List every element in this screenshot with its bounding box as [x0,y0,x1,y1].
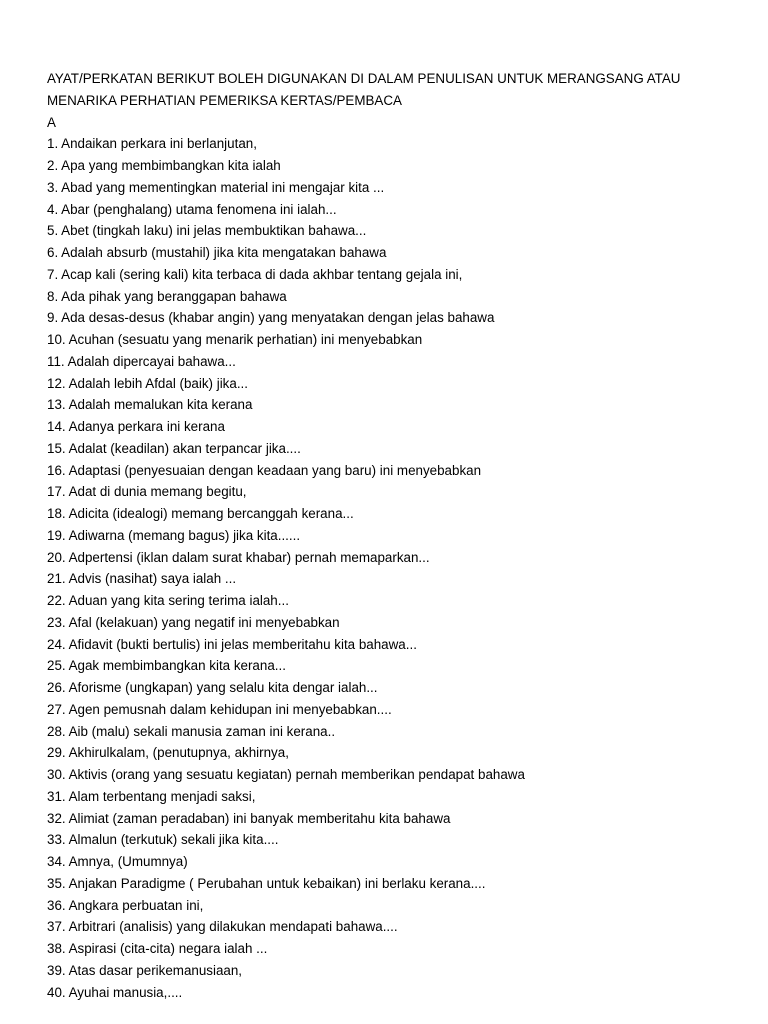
list-item: 4. Abar (penghalang) utama fenomena ini ialah... [47,201,337,217]
list-item: 31. Alam terbentang menjadi saksi, [47,788,256,804]
list-item: 12. Adalah lebih Afdal (baik) jika... [47,375,248,391]
list-item: 24. Afidavit (bukti bertulis) ini jelas memberitahu kita bahawa... [47,636,417,652]
list-item: 27. Agen pemusnah dalam kehidupan ini menyebabkan.... [47,701,392,717]
list-item: 16. Adaptasi (penyesuaian dengan keadaan yang baru) ini menyebabkan [47,462,482,478]
list-item: 11. Adalah dipercayai bahawa... [47,353,236,369]
list-item: 18. Adicita (idealogi) memang bercanggah kerana... [47,506,354,521]
list-item: 8. Ada pihak yang beranggapan bahawa [47,288,287,304]
list-item: 13. Adalah memalukan kita kerana [47,397,253,413]
document-heading-line-1: AYAT/PERKATAN BERIKUT BOLEH DIGUNAKAN DI DALAM PENULISAN UNTUK MERANGSANG ATAU [47,71,681,86]
list-item: 2. Apa yang membimbangkan kita ialah [47,158,281,173]
list-item: 6. Adalah absurb (mustahil) jika kita mengatakan bahawa [47,245,387,260]
list-item: 3. Abad yang mementingkan material ini mengajar kita ... [47,179,385,195]
list-item: 9. Ada desas-desus (khabar angin) yang menyatakan dengan jelas bahawa [47,310,495,326]
list-item: 14. Adanya perkara ini kerana [47,419,225,434]
list-item: 17. Adat di dunia memang begitu, [47,484,247,500]
list-item: 35. Anjakan Paradigme ( Perubahan untuk kebaikan) ini berlaku kerana.... [47,875,486,891]
list-item: 22. Aduan yang kita sering terima ialah... [47,593,289,608]
phrase-list [47,133,737,1003]
list-item: 28. Aib (malu) sekali manusia zaman ini kerana.. [47,723,336,739]
list-item: 21. Advis (nasihat) saya ialah ... [47,571,237,587]
list-item: 20. Adpertensi (iklan dalam surat khabar) pernah memaparkan... [47,549,430,565]
list-item: 7. Acap kali (sering kali) kita terbaca di dada akhbar tentang gejala ini, [47,266,463,282]
list-item: 32. Alimiat (zaman peradaban) ini banyak memberitahu kita bahawa [47,810,451,826]
document-body [47,68,737,1003]
list-item: 15. Adalat (keadilan) akan terpancar jika.... [47,440,301,456]
list-item: 37. Arbitrari (analisis) yang dilakukan mendapati bahawa.... [47,919,398,935]
list-item: 25. Agak membimbangkan kita kerana... [47,658,286,674]
list-item: 40. Ayuhai manusia,.... [47,984,183,1000]
list-item: 36. Angkara perbuatan ini, [47,897,204,913]
list-item: 1. Andaikan perkara ini berlanjutan, [47,136,257,152]
list-item: 38. Aspirasi (cita-cita) negara ialah ... [47,941,268,956]
list-item: 33. Almalun (terkutuk) sekali jika kita.... [47,832,279,848]
document-heading-line-2: MENARIKA PERHATIAN PEMERIKSA KERTAS/PEMBACA [47,92,402,108]
list-item: 29. Akhirulkalam, (penutupnya, akhirnya, [47,745,289,761]
list-item: 34. Amnya, (Umumnya) [47,854,188,869]
section-letter: A [47,114,56,130]
list-item: 19. Adiwarna (memang bagus) jika kita...... [47,527,301,543]
list-item: 39. Atas dasar perikemanusiaan, [47,962,243,978]
list-item: 5. Abet (tingkah laku) ini jelas membuktikan bahawa... [47,223,367,239]
list-item: 10. Acuhan (sesuatu yang menarik perhatian) ini menyebabkan [47,332,423,347]
list-item: 30. Aktivis (orang yang sesuatu kegiatan) pernah memberikan pendapat bahawa [47,767,525,782]
list-item: 26. Aforisme (ungkapan) yang selalu kita dengar ialah... [47,680,378,695]
list-item: 23. Afal (kelakuan) yang negatif ini menyebabkan [47,614,340,630]
